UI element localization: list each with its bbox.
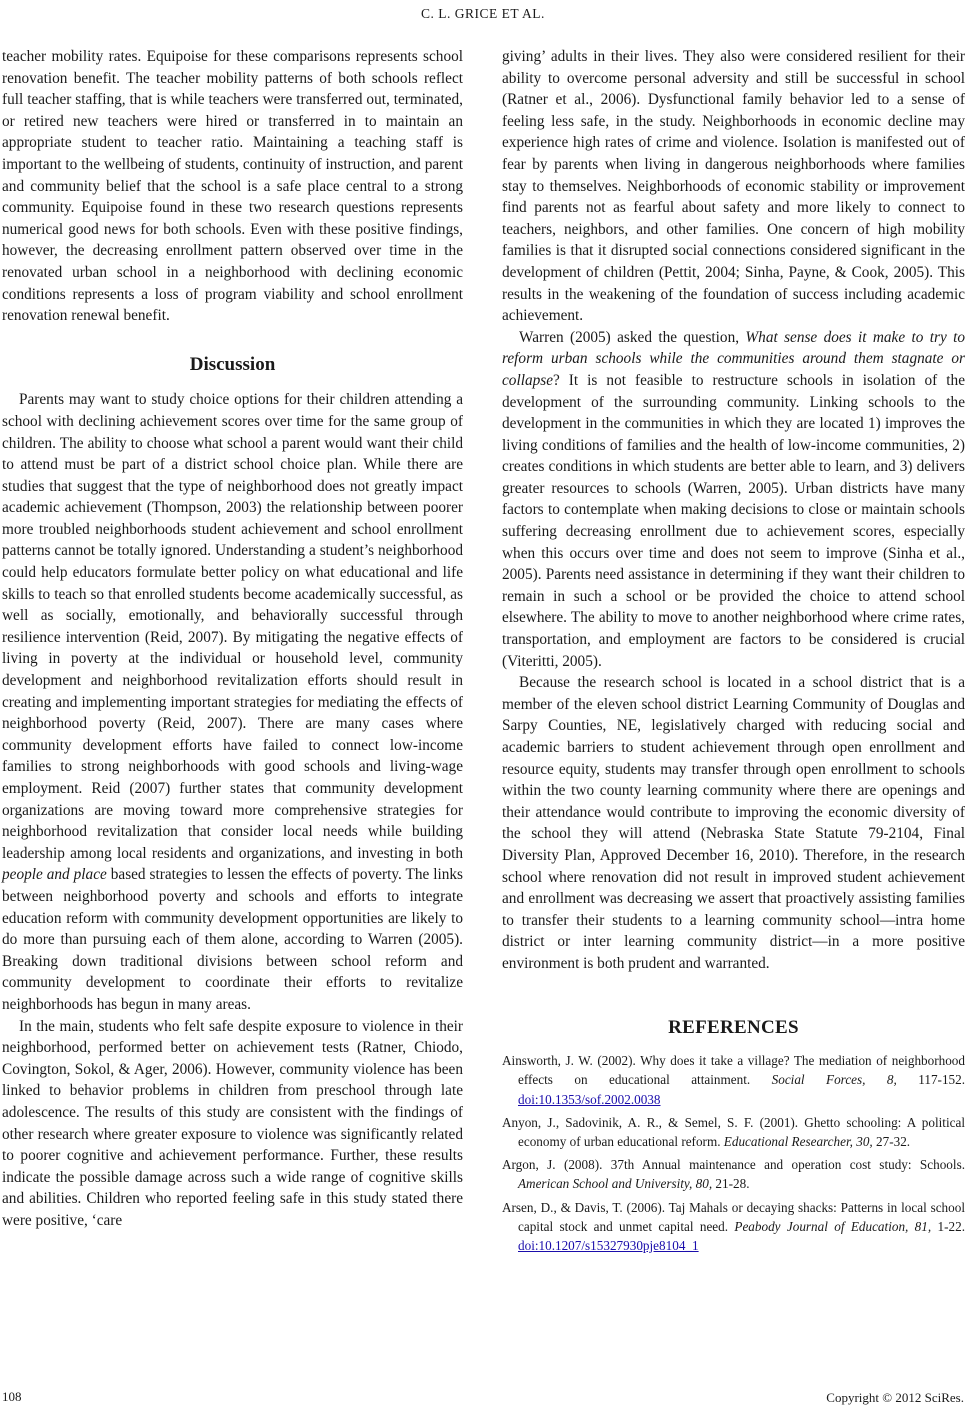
reference-journal: Educational Researcher, 30, [723, 1133, 873, 1149]
running-head: C. L. GRICE ET AL. [421, 6, 545, 21]
reference-pages: 117-152. [896, 1072, 966, 1088]
reference-list [502, 1051, 965, 1255]
doi-link[interactable]: doi:10.1353/sof.2002.0038 [518, 1091, 661, 1107]
reference-item [502, 1113, 965, 1151]
doi-link[interactable]: doi:10.1207/s15327930pje8104_1 [518, 1237, 699, 1253]
left-column [2, 46, 463, 1231]
emphasis-text: What sense does it make to try to reform urban schools while the communities around them stagnate or collapse [502, 328, 965, 389]
reference-item [502, 1051, 965, 1109]
paragraph-text: Parents may want to study choice options for their children attending a school with declining achievement scores over time for the same group of children. The ability to choose what school a parent would want their child to attend must be part of a district school choice plan. While there are studies that suggest that the type of neighborhood does not greatly impact academic achievement (Thompson, 2003) the relationship between poorer more troubled neighborhoods student achievement and school enrollment patterns cannot be totally ignored. Understanding a student’s neighborhood could help educators formulate better policy on what educational and life skills to teach so that enrolled students become academically successful, as well as socially, emotionally, and behaviorally successful through resilience intervention (Reid, 2007). By mitigating the negative effects of living in poverty at the individual or household level, community development and neighborhood revitalization efforts should result in creating and implementing important strategies for mediating the effects of neighborhood poverty (Reid, 2007). There are many cases where community development efforts have failed to connect low-income families to strong neighborhoods with good schools and living-wage employment. Reid (2007) further states that community development organizations are moving toward more comprehensive strategies for neighborhood revitalization that consider local needs while building leadership among local residents and organizations, and investing in both [2, 391, 463, 862]
paragraph-text: ? It is not feasible to restructure schools in isolation of the development of the surrounding community. Linking schools to the development in the communities in which they are located 1) improves the living conditions of families and the health of low-income communities, 2) creates conditions in which students are better able to learn, and 3) delivers greater resources to schools (Warren, 2005). Urban districts have many factors to contemplate when making decisions to close or maintain schools suffering decreasing enrollment due to achievement scores, especially when this occurs over time and does not seem to improve (Sinha et al., 2005). Parents need assistance in determining if they want their children to remain in such a school or be provided the choice to attend school elsewhere. The ability to move to another neighborhood where crime rates, transportation, and employment are factors to be considered is crucial (Viteritti, 2005). [502, 371, 965, 670]
paragraph: Because the research school is located in a school district that is a member of the eleven school district Learning Community of Douglas and Sarpy Counties, NE, legislatively charged with reducing social and academic barriers to student achievement through open enrollment and resource equity, students may transfer through open enrollment to schools within the two county learning community where there are openings and their attendance would contribute to improving the economic diversity of the school they will attend (Nebraska State Statute 79-2104, Final Diversity Plan, Approved December 16, 2010). Therefore, in the research school where renovation did not result in improved student achievement and enrollment was decreasing we assert that proactively assisting families to transfer their students to a learning community school—intra home district or inter learning community district—in a more positive environment is both prudent and warranted. [502, 674, 965, 972]
reference-text: Anyon, J., Sadovinik, A. R., & Semel, S. F. (2001). Ghetto schooling: A political economy of urban educational reform. [502, 1114, 965, 1149]
reference-pages: 1-22. [931, 1218, 965, 1234]
reference-pages: 21-28. [712, 1176, 750, 1192]
section-heading-discussion: Discussion [189, 353, 276, 375]
page-number: 108 [2, 1389, 22, 1404]
emphasis-text: people and place [2, 866, 107, 884]
paragraph-text: based strategies to lessen the effects of poverty. The links between neighborhood poverty and schools and efforts to integrate education reform with community development opportunities are likely to do more than pursuing each of them alone, according to Warren (2005). Breaking down traditional divisions between school reform and community development to coordinate their efforts to revitalize neighborhoods has begun in many areas. [2, 866, 464, 1013]
paragraph [2, 389, 463, 1015]
reference-journal: American School and University, 80, [518, 1176, 713, 1192]
paragraph [502, 327, 965, 673]
reference-text: Arsen, D., & Davis, T. (2006). Taj Mahals or decaying shacks: Patterns in local school capital stock and unmet capital need. [502, 1199, 965, 1234]
paragraph: In the main, students who felt safe despite exposure to violence in their neighborhood, performed better on achievement tests (Ratner, Chiodo, Covington, Sokol, & Ager, 2006). However, community violence has been linked to behavior problems in children from preschool through late adolescence. The results of this study are consistent with the findings of other research where greater exposure to violence was significantly related to poorer cognitive and achievement performance. Further, these results indicate the possible damage across such a wide range of cognitive skills and abilities. Children who reported feeling safe in this study stated there were positive, ‘care [2, 1017, 463, 1229]
paragraph-text: Warren (2005) asked the question, [519, 328, 740, 346]
reference-text: Ainsworth, J. W. (2002). Why does it take a village? The mediation of neighborhood effects on educational attainment. [502, 1053, 965, 1088]
paragraph: giving’ adults in their lives. They also were considered resilient for their ability to overcome personal adversity and still be successful in school (Ratner et al., 2006). Dysfunctional family behavior led to a sense of feeling less safe, in the study. Neighborhoods in economic decline may experience high rates of crime and violence. Isolation is manifested out of fear by parents when living in dangerous neighborhoods where families stay to themselves. Neighborhoods of economic stability or improvement find parents not as fearful about safety and more likely to connect to teachers, neighbors, and other families. One concern of high mobility families is that it disrupted social connections considered significant in the development of children (Pettit, 2004; Sinha, Payne, & Cook, 2005). This results in the weakening of the foundation of success including academic achievement. [502, 48, 965, 325]
right-column [502, 46, 965, 1259]
reference-text: Argon, J. (2008). 37th Annual maintenance and operation cost study: Schools. [502, 1157, 965, 1173]
reference-item [502, 1198, 965, 1256]
copyright-notice: Copyright © 2012 SciRes. [826, 1390, 964, 1405]
paragraph: teacher mobility rates. Equipoise for these comparisons represents school renovation benefit. The teacher mobility patterns of both schools reflect full teacher staffing, that is while teachers were transferred out, terminated, or retired new teachers were hired or transferred in to maintain an appropriate student to teacher ratio. Maintaining a teaching staff is important to the wellbeing of students, continuity of instruction, and parent and community belief that the school is a safe place central to a strong community. Equipoise found in these two research questions represents numerical good news for both schools. Even with these positive findings, however, the decreasing enrollment pattern observed over time in the renovated urban school in a neighborhood with declining economic conditions represents a loss of program viability and school enrollment renovation renewal benefit. [2, 48, 463, 325]
reference-journal: Social Forces, 8, [771, 1072, 897, 1088]
reference-item [502, 1155, 965, 1193]
references-heading: REFERENCES [668, 1016, 799, 1038]
reference-journal: Peabody Journal of Education, 81, [734, 1218, 932, 1234]
reference-pages: 27-32. [872, 1133, 911, 1149]
